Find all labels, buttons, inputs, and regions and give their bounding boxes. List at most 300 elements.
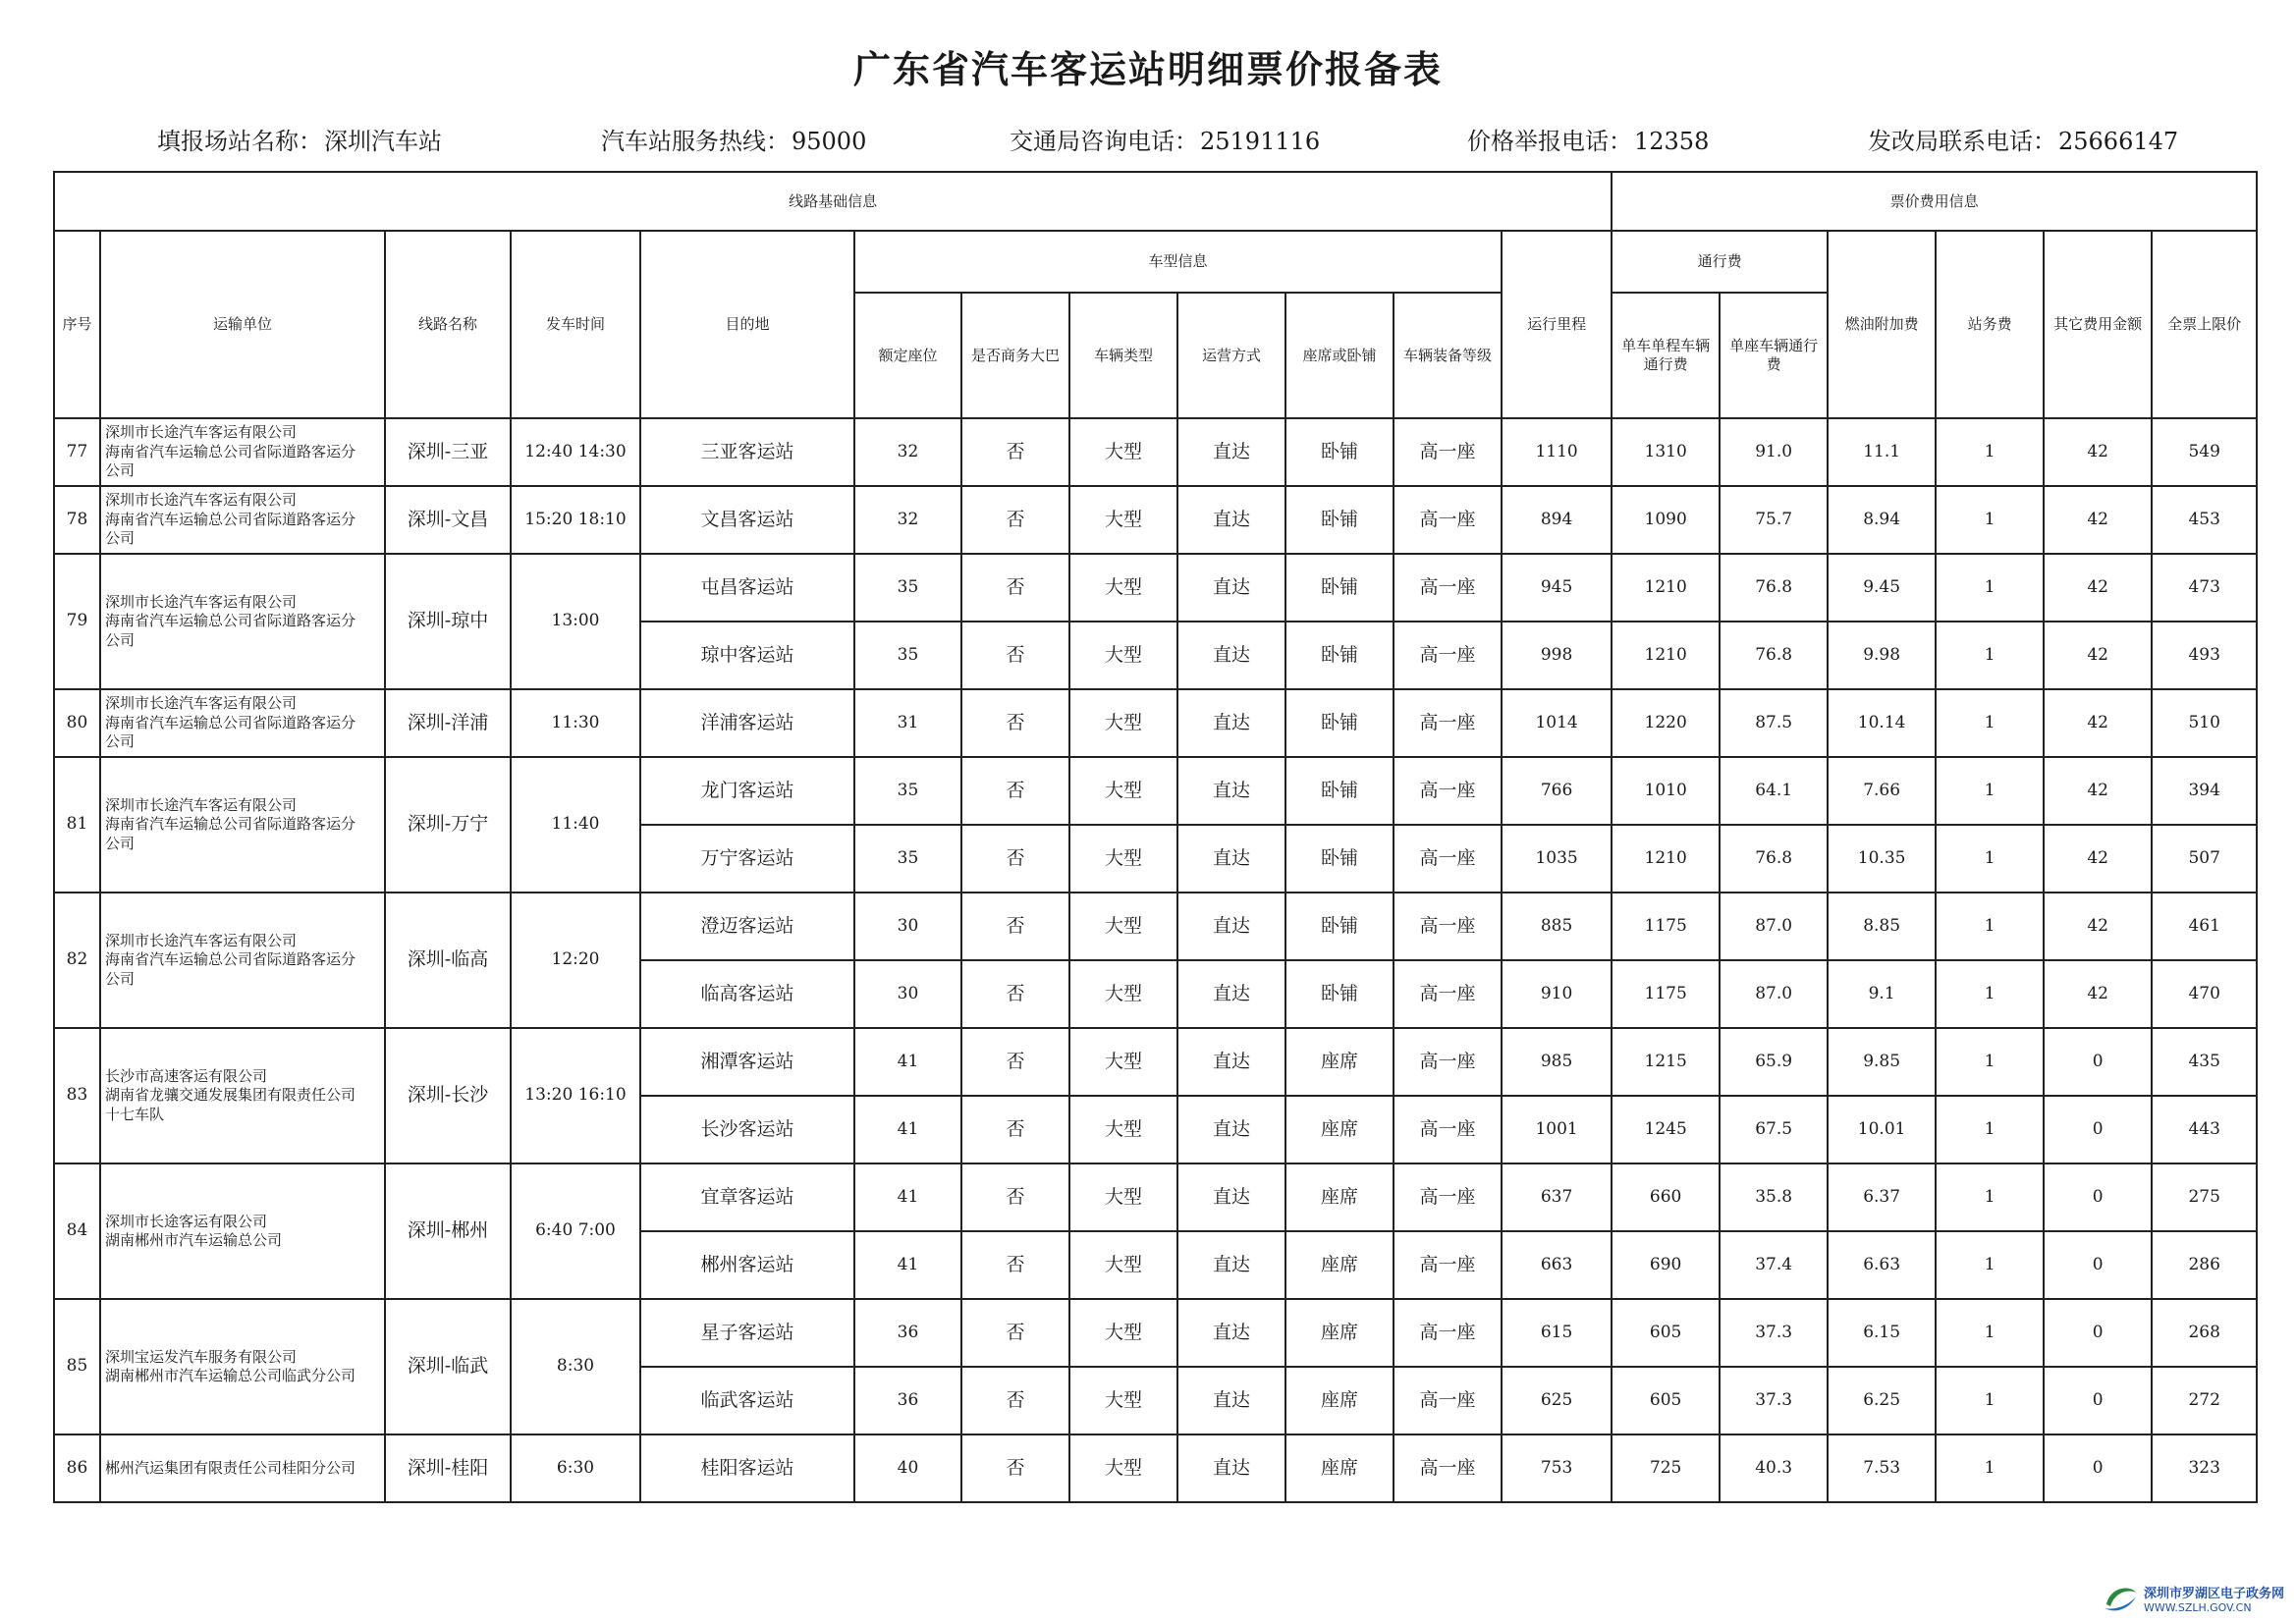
seat-bed-cell: 座席	[1285, 1231, 1394, 1299]
depart-time-cell: 13:00	[511, 554, 640, 689]
seats-header: 额定座位	[854, 293, 961, 418]
vehicle-type-cell: 大型	[1069, 486, 1177, 554]
seats-cell: 41	[854, 1163, 961, 1231]
toll-seat-header: 单座车辆通行费	[1720, 293, 1828, 418]
station-fee-cell: 1	[1936, 689, 2044, 757]
seat-bed-cell: 座席	[1285, 1028, 1394, 1096]
seats-cell: 41	[854, 1096, 961, 1163]
fare-table	[53, 171, 2258, 1503]
price-label: 价格举报电话：	[1467, 128, 1632, 155]
route-cell: 深圳-琼中	[385, 554, 511, 689]
route-cell: 深圳-洋浦	[385, 689, 511, 757]
seat-bed-cell: 卧铺	[1285, 486, 1394, 554]
dest-cell: 澄迈客运站	[640, 893, 854, 960]
grade-cell: 高一座	[1394, 1028, 1502, 1096]
route-cell: 深圳-郴州	[385, 1163, 511, 1299]
route-cell: 深圳-文昌	[385, 486, 511, 554]
station-label: 填报场站名称：	[157, 128, 322, 155]
grade-cell: 高一座	[1394, 1434, 1502, 1502]
toll-seat-cell: 37.4	[1720, 1231, 1828, 1299]
grade-cell: 高一座	[1394, 1163, 1502, 1231]
toll-vehicle-cell: 1210	[1612, 622, 1720, 689]
full-price-cell: 453	[2152, 486, 2257, 554]
vehicle-type-cell: 大型	[1069, 418, 1177, 486]
seat-bed-cell: 座席	[1285, 1367, 1394, 1434]
full-price-cell: 286	[2152, 1231, 2257, 1299]
transport-label: 交通局咨询电话：	[1010, 128, 1198, 155]
carrier-cell	[100, 1434, 385, 1502]
carrier-cell	[100, 757, 385, 893]
mileage-cell: 910	[1502, 960, 1612, 1028]
vehicle-type-cell: 大型	[1069, 960, 1177, 1028]
seats-cell: 36	[854, 1299, 961, 1367]
mode-header: 运营方式	[1177, 293, 1285, 418]
dest-cell: 桂阳客运站	[640, 1434, 854, 1502]
seats-cell: 30	[854, 893, 961, 960]
vehicle-type-cell: 大型	[1069, 825, 1177, 893]
vehicle-type-cell: 大型	[1069, 1299, 1177, 1367]
depart-time-cell: 15:20 18:10	[511, 486, 640, 554]
toll-seat-cell: 40.3	[1720, 1434, 1828, 1502]
grade-cell: 高一座	[1394, 1096, 1502, 1163]
dest-cell: 湘潭客运站	[640, 1028, 854, 1096]
mode-cell: 直达	[1177, 554, 1285, 622]
carrier-line: 海南省汽车运输总公司省际道路客运分	[105, 713, 356, 731]
table-row	[54, 1028, 2257, 1096]
business-cell: 否	[961, 486, 1069, 554]
toll-seat-cell: 37.3	[1720, 1299, 1828, 1367]
business-cell: 否	[961, 825, 1069, 893]
toll-vehicle-cell: 1210	[1612, 825, 1720, 893]
other-fee-cell: 0	[2044, 1434, 2152, 1502]
fuel-cell: 10.01	[1828, 1096, 1936, 1163]
seats-cell: 35	[854, 622, 961, 689]
seat-bed-cell: 卧铺	[1285, 554, 1394, 622]
toll-header: 通行费	[1612, 231, 1828, 293]
carrier-line: 深圳市长途汽车客运有限公司	[105, 694, 298, 713]
depart-time-cell: 6:30	[511, 1434, 640, 1502]
toll-seat-cell: 87.5	[1720, 689, 1828, 757]
toll-seat-cell: 75.7	[1720, 486, 1828, 554]
carrier-line: 深圳宝运发汽车服务有限公司	[105, 1347, 298, 1366]
carrier-line: 十七车队	[105, 1105, 165, 1123]
seat-bed-cell: 卧铺	[1285, 960, 1394, 1028]
carrier-line: 深圳市长途客运有限公司	[105, 1212, 268, 1230]
full-price-cell: 275	[2152, 1163, 2257, 1231]
depart-time-cell: 6:40 7:00	[511, 1163, 640, 1299]
full-price-cell: 323	[2152, 1434, 2257, 1502]
mode-cell: 直达	[1177, 1163, 1285, 1231]
station-fee-cell: 1	[1936, 960, 2044, 1028]
mileage-cell: 1001	[1502, 1096, 1612, 1163]
station-fee-cell: 1	[1936, 1367, 2044, 1434]
hotline-field	[601, 122, 866, 156]
other-fee-cell: 42	[2044, 960, 2152, 1028]
other-fee-cell: 0	[2044, 1231, 2152, 1299]
mileage-cell: 1035	[1502, 825, 1612, 893]
seq-cell: 79	[54, 554, 100, 689]
grade-cell: 高一座	[1394, 622, 1502, 689]
table-row	[54, 757, 2257, 825]
seat-bed-cell: 卧铺	[1285, 418, 1394, 486]
toll-seat-cell: 87.0	[1720, 960, 1828, 1028]
ndrc-label: 发改局联系电话：	[1868, 128, 2056, 155]
toll-seat-cell: 35.8	[1720, 1163, 1828, 1231]
seq-cell: 80	[54, 689, 100, 757]
seq-cell: 82	[54, 893, 100, 1028]
full-price-cell: 473	[2152, 554, 2257, 622]
business-cell: 否	[961, 1367, 1069, 1434]
other-fee-cell: 0	[2044, 1096, 2152, 1163]
grade-cell: 高一座	[1394, 1367, 1502, 1434]
fuel-cell: 10.35	[1828, 825, 1936, 893]
full-price-cell: 268	[2152, 1299, 2257, 1367]
route-cell: 深圳-万宁	[385, 757, 511, 893]
carrier-line: 湖南郴州市汽车运输总公司临武分公司	[105, 1367, 356, 1384]
page-title: 广东省汽车客运站明细票价报备表	[852, 47, 1443, 91]
mode-cell: 直达	[1177, 1367, 1285, 1434]
full-price-cell: 493	[2152, 622, 2257, 689]
mileage-cell: 894	[1502, 486, 1612, 554]
table-row	[54, 1163, 2257, 1231]
site-logo	[2101, 1581, 2284, 1616]
table-row	[54, 554, 2257, 622]
dest-cell: 三亚客运站	[640, 418, 854, 486]
seats-cell: 32	[854, 418, 961, 486]
business-header: 是否商务大巴	[961, 293, 1069, 418]
carrier-line: 海南省汽车运输总公司省际道路客运分	[105, 442, 356, 460]
seats-cell: 32	[854, 486, 961, 554]
station-fee-cell: 1	[1936, 825, 2044, 893]
mode-cell: 直达	[1177, 893, 1285, 960]
fuel-cell: 10.14	[1828, 689, 1936, 757]
fuel-cell: 7.53	[1828, 1434, 1936, 1502]
other-fee-cell: 42	[2044, 757, 2152, 825]
dest-cell: 星子客运站	[640, 1299, 854, 1367]
fee-info-header: 票价费用信息	[1612, 172, 2257, 231]
fuel-cell: 8.85	[1828, 893, 1936, 960]
toll-vehicle-cell: 1175	[1612, 960, 1720, 1028]
station-fee-cell: 1	[1936, 757, 2044, 825]
dest-cell: 万宁客运站	[640, 825, 854, 893]
full-price-cell: 443	[2152, 1096, 2257, 1163]
carrier-cell	[100, 486, 385, 554]
seq-cell: 77	[54, 418, 100, 486]
toll-seat-cell: 64.1	[1720, 757, 1828, 825]
dest-cell: 洋浦客运站	[640, 689, 854, 757]
depart-time-cell: 12:40 14:30	[511, 418, 640, 486]
depart-time-cell: 11:30	[511, 689, 640, 757]
business-cell: 否	[961, 1231, 1069, 1299]
other-fee-cell: 0	[2044, 1163, 2152, 1231]
grade-cell: 高一座	[1394, 1299, 1502, 1367]
table-row	[54, 1434, 2257, 1502]
other-fee-cell: 0	[2044, 1028, 2152, 1096]
fuel-cell: 6.37	[1828, 1163, 1936, 1231]
grade-cell: 高一座	[1394, 418, 1502, 486]
toll-vehicle-cell: 1090	[1612, 486, 1720, 554]
depart-time-cell: 8:30	[511, 1299, 640, 1434]
carrier-cell	[100, 1299, 385, 1434]
route-cell: 深圳-桂阳	[385, 1434, 511, 1502]
seat-bed-cell: 卧铺	[1285, 757, 1394, 825]
carrier-line: 海南省汽车运输总公司省际道路客运分	[105, 815, 356, 834]
business-cell: 否	[961, 1028, 1069, 1096]
grade-cell: 高一座	[1394, 825, 1502, 893]
mileage-cell: 753	[1502, 1434, 1612, 1502]
business-cell: 否	[961, 960, 1069, 1028]
seats-cell: 35	[854, 825, 961, 893]
fuel-cell: 6.15	[1828, 1299, 1936, 1367]
seats-cell: 41	[854, 1231, 961, 1299]
transport-phone-field	[1010, 122, 1320, 156]
business-cell: 否	[961, 554, 1069, 622]
mode-cell: 直达	[1177, 1028, 1285, 1096]
mode-cell: 直达	[1177, 1434, 1285, 1502]
route-cell: 深圳-临武	[385, 1299, 511, 1434]
seats-cell: 35	[854, 554, 961, 622]
mileage-cell: 1014	[1502, 689, 1612, 757]
carrier-line: 公司	[105, 732, 136, 751]
fuel-cell: 8.94	[1828, 486, 1936, 554]
carrier-line: 公司	[105, 834, 136, 852]
vehicle-type-cell: 大型	[1069, 1231, 1177, 1299]
other-fee-cell: 42	[2044, 486, 2152, 554]
toll-vehicle-cell: 1245	[1612, 1096, 1720, 1163]
header-row-1	[54, 172, 2257, 231]
station-fee-cell: 1	[1936, 893, 2044, 960]
station-fee-cell: 1	[1936, 486, 2044, 554]
vehicle-type-cell: 大型	[1069, 554, 1177, 622]
carrier-line: 深圳市长途汽车客运有限公司	[105, 491, 298, 510]
business-cell: 否	[961, 622, 1069, 689]
seq-header: 序号	[54, 231, 100, 418]
fuel-cell: 11.1	[1828, 418, 1936, 486]
full-price-cell: 507	[2152, 825, 2257, 893]
station-fee-cell: 1	[1936, 1299, 2044, 1367]
dest-cell: 文昌客运站	[640, 486, 854, 554]
seq-cell: 84	[54, 1163, 100, 1299]
carrier-cell	[100, 1028, 385, 1163]
seats-cell: 41	[854, 1028, 961, 1096]
station-fee-cell: 1	[1936, 1028, 2044, 1096]
seq-cell: 85	[54, 1299, 100, 1434]
seq-cell: 78	[54, 486, 100, 554]
fuel-cell: 9.45	[1828, 554, 1936, 622]
seq-cell: 81	[54, 757, 100, 893]
seat-bed-cell: 卧铺	[1285, 893, 1394, 960]
dest-cell: 郴州客运站	[640, 1231, 854, 1299]
mode-cell: 直达	[1177, 486, 1285, 554]
toll-vehicle-cell: 1220	[1612, 689, 1720, 757]
table-row	[54, 689, 2257, 757]
vehicle-type-cell: 大型	[1069, 1163, 1177, 1231]
depart-time-cell: 13:20 16:10	[511, 1028, 640, 1163]
station-fee-cell: 1	[1936, 554, 2044, 622]
route-cell: 深圳-三亚	[385, 418, 511, 486]
szlh-logo-icon	[2101, 1581, 2140, 1616]
table-body	[54, 172, 2257, 1502]
station-fee-cell: 1	[1936, 622, 2044, 689]
seat-bed-cell: 座席	[1285, 1299, 1394, 1367]
toll-seat-cell: 76.8	[1720, 825, 1828, 893]
carrier-line: 公司	[105, 461, 136, 480]
station-fee-cell: 1	[1936, 1096, 2044, 1163]
full-price-cell: 549	[2152, 418, 2257, 486]
seat-bed-header: 座席或卧铺	[1285, 293, 1394, 418]
price-value: 12358	[1634, 128, 1710, 155]
mode-cell: 直达	[1177, 757, 1285, 825]
hotline-value: 95000	[792, 128, 867, 155]
carrier-line: 深圳市长途汽车客运有限公司	[105, 423, 298, 442]
grade-cell: 高一座	[1394, 486, 1502, 554]
mileage-cell: 1110	[1502, 418, 1612, 486]
route-header: 线路名称	[385, 231, 511, 418]
ndrc-phone-field	[1868, 122, 2178, 156]
logo-line1: 深圳市罗湖区电子政务网	[2143, 1587, 2284, 1601]
mode-cell: 直达	[1177, 1231, 1285, 1299]
dest-cell: 宜章客运站	[640, 1163, 854, 1231]
seat-bed-cell: 座席	[1285, 1096, 1394, 1163]
business-cell: 否	[961, 689, 1069, 757]
full-price-header: 全票上限价	[2152, 231, 2257, 418]
seats-cell: 30	[854, 960, 961, 1028]
depart-time-cell: 12:20	[511, 893, 640, 1028]
seats-cell: 40	[854, 1434, 961, 1502]
table-row	[54, 893, 2257, 960]
dest-cell: 屯昌客运站	[640, 554, 854, 622]
seat-bed-cell: 卧铺	[1285, 622, 1394, 689]
station-fee-header: 站务费	[1936, 231, 2044, 418]
dest-header: 目的地	[640, 231, 854, 418]
carrier-line: 海南省汽车运输总公司省际道路客运分	[105, 950, 356, 969]
carrier-header: 运输单位	[100, 231, 385, 418]
vehicle-type-cell: 大型	[1069, 622, 1177, 689]
fuel-cell: 7.66	[1828, 757, 1936, 825]
carrier-line: 公司	[105, 969, 136, 988]
toll-vehicle-cell: 605	[1612, 1299, 1720, 1367]
vehicle-type-cell: 大型	[1069, 893, 1177, 960]
mode-cell: 直达	[1177, 622, 1285, 689]
carrier-line: 深圳市长途汽车客运有限公司	[105, 592, 298, 611]
mode-cell: 直达	[1177, 960, 1285, 1028]
vehicle-type-cell: 大型	[1069, 1096, 1177, 1163]
grade-header: 车辆装备等级	[1394, 293, 1502, 418]
fuel-cell: 9.1	[1828, 960, 1936, 1028]
seat-bed-cell: 卧铺	[1285, 689, 1394, 757]
toll-vehicle-cell: 1010	[1612, 757, 1720, 825]
business-cell: 否	[961, 1299, 1069, 1367]
full-price-cell: 470	[2152, 960, 2257, 1028]
toll-vehicle-cell: 660	[1612, 1163, 1720, 1231]
toll-seat-cell: 76.8	[1720, 622, 1828, 689]
toll-vehicle-cell: 1175	[1612, 893, 1720, 960]
carrier-cell	[100, 418, 385, 486]
carrier-cell	[100, 689, 385, 757]
toll-seat-cell: 65.9	[1720, 1028, 1828, 1096]
toll-seat-cell: 37.3	[1720, 1367, 1828, 1434]
dest-cell: 长沙客运站	[640, 1096, 854, 1163]
route-info-header: 线路基础信息	[54, 172, 1612, 231]
carrier-line: 海南省汽车运输总公司省际道路客运分	[105, 510, 356, 528]
fuel-cell: 9.98	[1828, 622, 1936, 689]
seat-bed-cell: 座席	[1285, 1163, 1394, 1231]
station-fee-cell: 1	[1936, 1231, 2044, 1299]
seq-cell: 83	[54, 1028, 100, 1163]
toll-vehicle-header: 单车单程车辆通行费	[1612, 293, 1720, 418]
business-cell: 否	[961, 1434, 1069, 1502]
carrier-line: 公司	[105, 529, 136, 548]
hotline-label: 汽车站服务热线：	[601, 128, 790, 155]
business-cell: 否	[961, 757, 1069, 825]
grade-cell: 高一座	[1394, 757, 1502, 825]
toll-vehicle-cell: 690	[1612, 1231, 1720, 1299]
carrier-line: 长沙市高速客运有限公司	[105, 1066, 268, 1085]
toll-vehicle-cell: 725	[1612, 1434, 1720, 1502]
grade-cell: 高一座	[1394, 960, 1502, 1028]
other-fee-cell: 42	[2044, 554, 2152, 622]
carrier-cell	[100, 1163, 385, 1299]
mode-cell: 直达	[1177, 418, 1285, 486]
toll-vehicle-cell: 605	[1612, 1367, 1720, 1434]
carrier-cell	[100, 893, 385, 1028]
fuel-header: 燃油附加费	[1828, 231, 1936, 418]
fuel-cell: 6.63	[1828, 1231, 1936, 1299]
carrier-line: 海南省汽车运输总公司省际道路客运分	[105, 612, 356, 630]
grade-cell: 高一座	[1394, 689, 1502, 757]
business-cell: 否	[961, 1163, 1069, 1231]
toll-vehicle-cell: 1215	[1612, 1028, 1720, 1096]
other-fee-cell: 42	[2044, 893, 2152, 960]
carrier-line: 深圳市长途汽车客运有限公司	[105, 931, 298, 949]
station-fee-cell: 1	[1936, 418, 2044, 486]
table-row	[54, 418, 2257, 486]
toll-seat-cell: 91.0	[1720, 418, 1828, 486]
full-price-cell: 510	[2152, 689, 2257, 757]
mileage-cell: 985	[1502, 1028, 1612, 1096]
grade-cell: 高一座	[1394, 893, 1502, 960]
business-cell: 否	[961, 418, 1069, 486]
transport-value: 25191116	[1200, 128, 1321, 155]
seats-cell: 31	[854, 689, 961, 757]
grade-cell: 高一座	[1394, 554, 1502, 622]
toll-seat-cell: 76.8	[1720, 554, 1828, 622]
station-name-field	[157, 122, 442, 156]
table-row	[54, 1299, 2257, 1367]
vehicle-type-cell: 大型	[1069, 689, 1177, 757]
full-price-cell: 435	[2152, 1028, 2257, 1096]
ndrc-value: 25666147	[2058, 128, 2179, 155]
seat-bed-cell: 座席	[1285, 1434, 1394, 1502]
seq-cell: 86	[54, 1434, 100, 1502]
seats-cell: 36	[854, 1367, 961, 1434]
dest-cell: 琼中客运站	[640, 622, 854, 689]
toll-vehicle-cell: 1210	[1612, 554, 1720, 622]
mileage-header: 运行里程	[1502, 231, 1612, 418]
depart-time-cell: 11:40	[511, 757, 640, 893]
mileage-cell: 615	[1502, 1299, 1612, 1367]
route-cell: 深圳-临高	[385, 893, 511, 1028]
mileage-cell: 663	[1502, 1231, 1612, 1299]
mileage-cell: 766	[1502, 757, 1612, 825]
other-fee-cell: 42	[2044, 825, 2152, 893]
carrier-line: 湖南郴州市汽车运输总公司	[105, 1231, 283, 1249]
other-fee-cell: 0	[2044, 1367, 2152, 1434]
mileage-cell: 625	[1502, 1367, 1612, 1434]
seats-cell: 35	[854, 757, 961, 825]
price-report-field	[1467, 122, 1709, 156]
other-fee-cell: 42	[2044, 689, 2152, 757]
